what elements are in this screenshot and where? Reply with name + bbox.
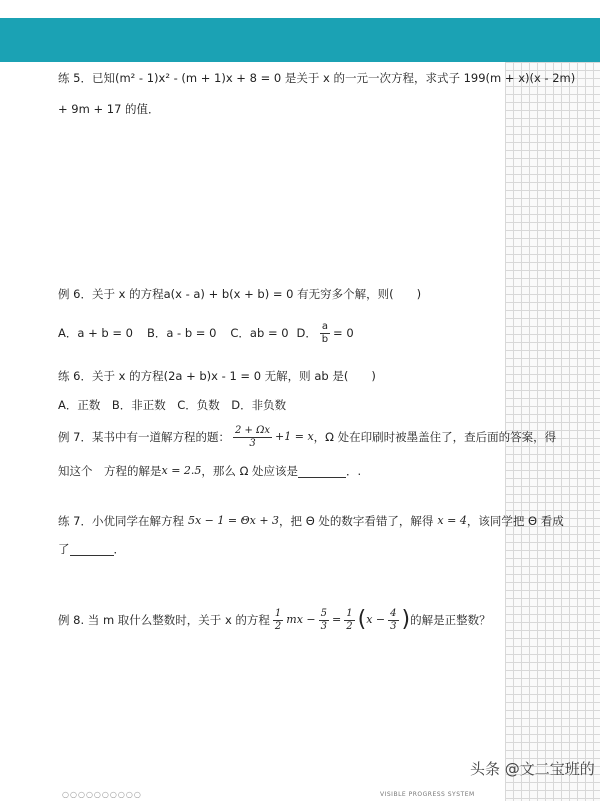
right-paren: ) — [401, 607, 411, 632]
q-li7-line1: 例 7．某书中有一道解方程的题： $\frac{2 + \Omega x}{3}$ +1 = x ，Ω 处在印刷时被墨盖住了，查后面的答案，得 — [58, 424, 557, 449]
q-lian5-text1: 练 5．已知(m² - 1)x² - (m + 1)x + 8 = 0 是关于 x 的一元一次方程，求式子 199(m + x)(x - 2m) — [58, 71, 576, 85]
footer-circles: ○○○○○○○○○○ — [62, 790, 142, 799]
option-a: A．a + b = 0 — [58, 326, 133, 340]
q-lian5-line2 — [58, 101, 160, 117]
option-b: B．a - b = 0 — [146, 326, 217, 340]
q-lian5-text2: + 9m + 17 的值． — [58, 102, 160, 116]
q-lian6-stem — [58, 368, 376, 384]
q-li6-stem-text: 例 6．关于 x 的方程a(x - a) + b(x + b) = 0 有无穷多个解，则( ) — [58, 287, 422, 301]
fraction: $\frac{1}{2}$ — [274, 607, 282, 632]
q-lian6-options — [58, 397, 286, 413]
q-lian7-line1: 练 7．小优同学在解方程 5x − 1 = Θx + 3 ，把 Θ 处的数字看错了，解得 x = 4 ，该同学把 Θ 看成 — [58, 514, 564, 528]
fraction: $\frac{2 + \Omega x}{3}$ — [234, 424, 271, 449]
answer-blank — [70, 542, 114, 556]
q-li6-stem — [58, 286, 421, 302]
top-margin — [0, 0, 600, 18]
q-li8: 例 8. 当 m 取什么整数时，关于 x 的方程 $\frac{1}{2}$ mx − $\frac{5}{3}$ = $\frac{1}{2}$ ( x − $\frac{4}{3}$ ) 的解是正整数？ — [58, 604, 491, 636]
option-d-tail: = 0 — [333, 326, 354, 340]
header-band — [0, 18, 600, 62]
left-paren: ( — [357, 607, 367, 632]
q-li6-options — [58, 318, 354, 348]
q-li7-line2: 知这个 方程的解是 x = 2.5 ，那么 Ω 处应该是 ．. — [58, 464, 362, 478]
q-lian6-stem-text: 练 6．关于 x 的方程(2a + b)x - 1 = 0 无解，则 ab 是( ) — [58, 369, 376, 383]
q-lian6-options-text: A．正数 B．非正数 C．负数 D．非负数 — [58, 398, 287, 412]
q-lian5-line1 — [58, 70, 575, 86]
fraction: $\frac{1}{2}$ — [346, 607, 353, 632]
fraction-a-over-b: $\frac{a}{b}$ — [321, 320, 329, 345]
footer-system-label: VISIBLE PROGRESS SYSTEM — [380, 791, 475, 798]
q-lian7-line2: 了 ． — [58, 542, 125, 556]
option-c: C．ab = 0 — [230, 326, 289, 340]
option-d: D． — [296, 326, 317, 340]
watermark: 头条 @文二宝班的 — [470, 760, 595, 778]
fraction: $\frac{5}{3}$ — [320, 607, 328, 632]
answer-blank — [298, 464, 346, 478]
fraction: $\frac{4}{3}$ — [390, 607, 397, 632]
